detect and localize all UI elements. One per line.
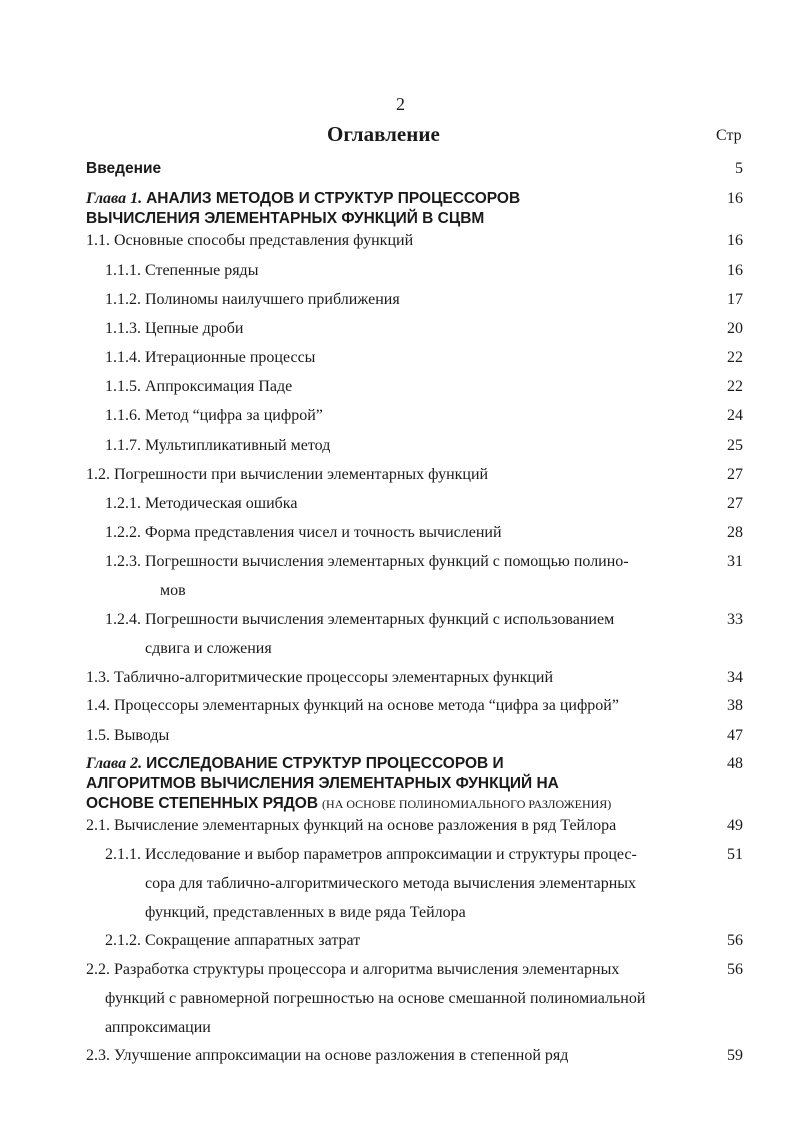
chapter-title-line: ВЫЧИСЛЕНИЯ ЭЛЕМЕНТАРНЫХ ФУНКЦИЙ В СЦВМ xyxy=(86,210,485,227)
toc-entry-intro xyxy=(0,160,793,182)
toc-entry-label: 1.2.1. Методическая ошибка xyxy=(105,495,298,512)
toc-entry-page: 48 xyxy=(727,755,743,772)
toc-entry-page: 5 xyxy=(735,160,743,177)
toc-entry-page: 51 xyxy=(727,846,743,863)
chapter-title-line: АНАЛИЗ МЕТОДОВ И СТРУКТУР ПРОЦЕССОРОВ xyxy=(146,190,521,207)
toc-entry xyxy=(0,349,793,371)
toc-entry xyxy=(0,262,793,284)
toc-entry xyxy=(0,232,793,254)
toc-entry-page: 22 xyxy=(727,349,743,366)
toc-entry-page: 27 xyxy=(727,495,743,512)
toc-entry xyxy=(0,727,793,749)
toc-entry xyxy=(0,524,793,546)
toc-entry-label: 1.1.5. Аппроксимация Паде xyxy=(105,378,293,395)
toc-entry xyxy=(0,407,793,429)
toc-entry-label-continued: сора для таблично-алгоритмического метода вычисления элементарных xyxy=(145,875,637,892)
toc-entry-label-continued: мов xyxy=(160,582,186,599)
toc-entry-label: 1.1.2. Полиномы наилучшего приближения xyxy=(105,291,400,308)
toc-entry-label: 1.2. Погрешности при вычислении элементарных функций xyxy=(86,466,489,483)
toc-entry xyxy=(0,961,793,1041)
toc-entry-label: 1.1.7. Мультипликативный метод xyxy=(105,437,331,454)
toc-entry-page: 47 xyxy=(727,727,743,744)
toc-entry-page: 56 xyxy=(727,961,743,978)
toc-entry-page: 17 xyxy=(727,291,743,308)
page-column-header: Стр xyxy=(716,127,742,144)
toc-entry-label: Введение xyxy=(86,160,162,177)
toc-entry-page: 33 xyxy=(727,611,743,628)
toc-entry xyxy=(0,437,793,459)
toc-entry-label: 1.2.3. Погрешности вычисления элементарных функций с помощью полино- xyxy=(105,553,629,570)
toc-entry-label: 2.1. Вычисление элементарных функций на основе разложения в ряд Тейлора xyxy=(86,817,617,834)
toc-entry xyxy=(0,378,793,400)
toc-entry-label-continued: функций, представленных в виде ряда Тейлора xyxy=(145,904,466,921)
toc-chapter-2 xyxy=(0,755,793,821)
toc-entry-label: 1.4. Процессоры элементарных функций на основе метода “цифра за цифрой” xyxy=(86,697,619,714)
toc-entry-page: 22 xyxy=(727,378,743,395)
toc-entry-page: 16 xyxy=(727,190,743,207)
page-number: 2 xyxy=(396,94,405,114)
chapter-title-line: АЛГОРИТМОВ ВЫЧИСЛЕНИЯ ЭЛЕМЕНТАРНЫХ ФУНКЦИЙ НА xyxy=(86,775,559,792)
toc-entry-page: 27 xyxy=(727,466,743,483)
toc-entry-label-continued: функций с равномерной погрешностью на основе смешанной полиномиальной xyxy=(105,990,646,1007)
chapter-title-line: ОСНОВЕ СТЕПЕННЫХ РЯДОВ xyxy=(86,795,319,812)
toc-entry xyxy=(0,846,793,926)
chapter-title-note: (НА ОСНОВЕ ПОЛИНОМИАЛЬНОГО РАЗЛОЖЕНИЯ) xyxy=(322,797,612,811)
chapter-title-line: ИССЛЕДОВАНИЕ СТРУКТУР ПРОЦЕССОРОВ И xyxy=(146,755,504,772)
toc-entry-label: 1.5. Выводы xyxy=(86,727,170,744)
toc-entry-label: 1.1.3. Цепные дроби xyxy=(105,320,244,337)
toc-entry-label: 1.1.1. Степенные ряды xyxy=(105,262,259,279)
toc-chapter-1 xyxy=(0,190,793,234)
toc-entry-page: 38 xyxy=(727,697,743,714)
toc-entry xyxy=(0,291,793,313)
toc-entry xyxy=(0,669,793,691)
page-title: Оглавление xyxy=(327,122,440,146)
toc-entry xyxy=(0,697,793,719)
chapter-prefix: Глава 1. xyxy=(86,190,143,207)
toc-entry-label: 1.1. Основные способы представления функций xyxy=(86,232,414,249)
toc-entry-page: 24 xyxy=(727,407,743,424)
toc-entry-label: 1.2.2. Форма представления чисел и точность вычислений xyxy=(105,524,502,541)
toc-entry-page: 25 xyxy=(727,437,743,454)
toc-entry-page: 16 xyxy=(727,232,743,249)
toc-entry-label: 1.1.6. Метод “цифра за цифрой” xyxy=(105,407,323,424)
toc-entry-label: 1.1.4. Итерационные процессы xyxy=(105,349,316,366)
toc-entry-label: 2.1.2. Сокращение аппаратных затрат xyxy=(105,932,361,949)
toc-entry xyxy=(0,1047,793,1069)
toc-entry-page: 49 xyxy=(727,817,743,834)
toc-entry-label: 1.3. Таблично-алгоритмические процессоры элементарных функций xyxy=(86,669,554,686)
toc-entry xyxy=(0,817,793,839)
toc-entry xyxy=(0,320,793,342)
toc-entry-page: 28 xyxy=(727,524,743,541)
toc-entry-label-continued: аппроксимации xyxy=(105,1019,211,1036)
toc-entry-label: 2.2. Разработка структуры процессора и алгоритма вычисления элементарных xyxy=(86,961,620,978)
chapter-prefix: Глава 2. xyxy=(86,755,143,772)
toc-entry-page: 34 xyxy=(727,669,743,686)
toc-entry-label: 2.1.1. Исследование и выбор параметров аппроксимации и структуры процес- xyxy=(105,846,637,863)
toc-entry-page: 20 xyxy=(727,320,743,337)
toc-entry xyxy=(0,466,793,488)
toc-entry-page: 31 xyxy=(727,553,743,570)
toc-entry-label: 1.2.4. Погрешности вычисления элементарных функций с использованием xyxy=(105,611,615,628)
toc-entry xyxy=(0,932,793,954)
toc-entry xyxy=(0,553,793,603)
toc-entry-label: 2.3. Улучшение аппроксимации на основе разложения в степенной ряд xyxy=(86,1047,569,1064)
toc-entry-label-continued: сдвига и сложения xyxy=(145,640,272,657)
toc-entry xyxy=(0,495,793,517)
toc-entry-page: 56 xyxy=(727,932,743,949)
toc-entry-page: 16 xyxy=(727,262,743,279)
toc-entry xyxy=(0,611,793,661)
toc-entry-page: 59 xyxy=(727,1047,743,1064)
